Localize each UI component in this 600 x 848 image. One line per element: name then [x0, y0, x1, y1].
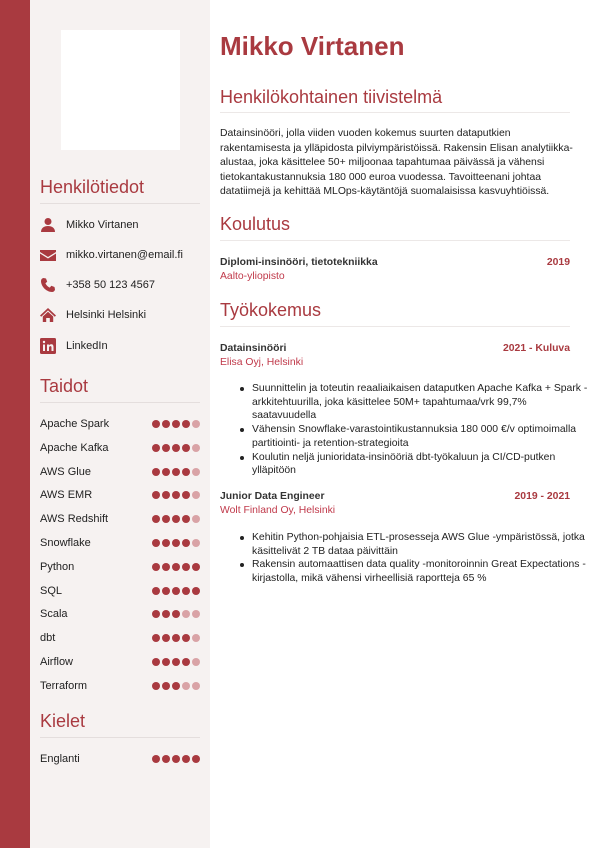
rating-dot-filled	[182, 658, 190, 666]
education-school: Aalto-yliopisto	[220, 271, 285, 282]
skill-name: Apache Kafka	[40, 441, 109, 454]
contact-text: mikko.virtanen@email.fi	[66, 249, 183, 261]
rating-dot-filled	[182, 491, 190, 499]
skill-name: Apache Spark	[40, 418, 110, 430]
rating-dot-empty	[192, 444, 200, 452]
rating-dot-filled	[152, 444, 160, 452]
divider	[220, 326, 570, 327]
rating-dot-filled	[162, 444, 170, 452]
accent-bar	[0, 0, 30, 848]
skill-row	[40, 465, 200, 479]
contact-name	[40, 215, 205, 235]
linkedin-icon	[40, 338, 56, 354]
skill-row	[40, 679, 200, 693]
skill-name: Scala	[40, 608, 68, 621]
skills-title: Taidot	[40, 376, 89, 396]
skill-row	[40, 536, 200, 550]
rating-dot-filled	[172, 491, 180, 499]
bullet-item: Suunnittelin ja toteutin reaaliaikaisen dataputken Apache Kafka + Spark -arkkitehtuurilla, joka käsittelee 50M+ tapahtumaa/vrk 99,7% saatavuudella	[240, 382, 590, 423]
skill-rating	[152, 539, 200, 547]
summary-title: Henkilökohtainen tiivistelmä	[220, 87, 443, 107]
rating-dot-filled	[192, 563, 200, 571]
rating-dot-filled	[172, 587, 180, 595]
bullet-item: Vähensin Snowflake-varastointikustannuksia 180 000 €/v optimoimalla partitiointi- ja retention-strategioita	[240, 423, 590, 450]
rating-dot-filled	[172, 515, 180, 523]
rating-dot-empty	[192, 658, 200, 666]
rating-dot-filled	[182, 755, 190, 763]
rating-dot-filled	[162, 420, 170, 428]
skill-rating	[152, 444, 200, 452]
contact-text: +358 50 123 4567	[66, 279, 156, 291]
skill-rating	[152, 420, 200, 428]
skill-rating	[152, 755, 200, 763]
rating-dot-filled	[182, 444, 190, 452]
contact-text: Mikko Virtanen	[66, 219, 139, 231]
bullet-item: Kehitin Python-pohjaisia ETL-prosesseja AWS Glue -ympäristössä, jotka käsittelivät 2 TB dataa päivittäin	[240, 531, 590, 558]
rating-dot-filled	[172, 658, 180, 666]
skill-row	[40, 607, 200, 621]
skill-row	[40, 417, 200, 431]
home-icon	[40, 307, 56, 323]
rating-dot-empty	[192, 515, 200, 523]
skill-name: AWS EMR	[40, 489, 93, 502]
skill-name: AWS Glue	[40, 465, 91, 478]
bullet-item: Rakensin automaattisen data quality -monitoroinnin Great Expectations -kirjastolla, mikä vähensi virheellisiä raportteja 65 %	[240, 558, 590, 585]
rating-dot-empty	[192, 468, 200, 476]
personal-info-title: Henkilötiedot	[40, 177, 145, 197]
rating-dot-filled	[172, 755, 180, 763]
rating-dot-empty	[192, 539, 200, 547]
summary-text: Datainsinööri, jolla viiden vuoden kokemus suurten dataputkien rakentamisesta ja ylläpidosta pilviympäristöissä. Rakensin Elisan analytiikka-alustaa, joka käsittelee 50+ miljoonaa tapahtumaa päivässä ja vähensi tietokantakustannuksia 180 000 euroa vuodessa. Tavoitteenani johtaa datatiimejä ja kehittää MLOps-käytäntöjä suomalaisissa kasvuyhtiöissä.	[220, 128, 573, 197]
skill-name: AWS Redshift	[40, 513, 109, 526]
rating-dot-filled	[182, 420, 190, 428]
skill-name: dbt	[40, 632, 56, 645]
contact-text: Helsinki Helsinki	[66, 309, 147, 321]
contact-email[interactable]	[40, 245, 205, 265]
skill-row	[40, 752, 200, 766]
rating-dot-filled	[172, 563, 180, 571]
job-bullets	[220, 531, 590, 586]
rating-dot-filled	[172, 610, 180, 618]
education-date: 2019	[546, 257, 570, 268]
user-icon	[40, 217, 56, 233]
skill-rating	[152, 634, 200, 642]
contact-linkedin[interactable]	[40, 336, 205, 356]
rating-dot-empty	[192, 610, 200, 618]
skill-row	[40, 441, 200, 455]
rating-dot-filled	[152, 420, 160, 428]
education-degree: Diplomi-insinööri, tietotekniikka	[220, 257, 378, 268]
rating-dot-filled	[182, 539, 190, 547]
rating-dot-filled	[152, 491, 160, 499]
skill-rating	[152, 610, 200, 618]
rating-dot-filled	[172, 468, 180, 476]
rating-dot-filled	[182, 563, 190, 571]
rating-dot-filled	[162, 658, 170, 666]
rating-dot-filled	[182, 587, 190, 595]
rating-dot-filled	[172, 634, 180, 642]
skill-row	[40, 631, 200, 645]
divider	[40, 402, 200, 403]
job-company: Elisa Oyj, Helsinki	[220, 357, 304, 368]
divider	[220, 112, 570, 113]
rating-dot-filled	[182, 634, 190, 642]
skill-rating	[152, 491, 200, 499]
skill-row	[40, 655, 200, 669]
envelope-icon	[40, 247, 56, 263]
rating-dot-filled	[162, 468, 170, 476]
rating-dot-filled	[182, 468, 190, 476]
rating-dot-empty	[182, 610, 190, 618]
skill-name: Airflow	[40, 656, 74, 668]
skill-rating	[152, 658, 200, 666]
skill-rating	[152, 563, 200, 571]
rating-dot-filled	[152, 515, 160, 523]
divider	[220, 240, 570, 241]
divider	[40, 737, 200, 738]
job-company: Wolt Finland Oy, Helsinki	[220, 505, 336, 516]
rating-dot-filled	[192, 587, 200, 595]
job-bullets	[220, 382, 590, 478]
bullet-item: Koulutin neljä junioridata-insinööriä dbt-työkaluun ja CI/CD-putken ylläpitöön	[240, 451, 590, 478]
rating-dot-filled	[152, 587, 160, 595]
rating-dot-filled	[192, 755, 200, 763]
rating-dot-filled	[152, 658, 160, 666]
skill-name: Englanti	[40, 753, 80, 765]
phone-icon	[40, 277, 56, 293]
rating-dot-filled	[162, 755, 170, 763]
job-role: Datainsinööri	[220, 343, 287, 354]
rating-dot-filled	[152, 755, 160, 763]
rating-dot-filled	[172, 682, 180, 690]
skill-row	[40, 560, 200, 574]
skill-row	[40, 512, 200, 526]
rating-dot-filled	[182, 515, 190, 523]
rating-dot-empty	[192, 682, 200, 690]
rating-dot-filled	[162, 563, 170, 571]
education-title: Koulutus	[220, 214, 291, 234]
rating-dot-filled	[152, 468, 160, 476]
job-role: Junior Data Engineer	[220, 491, 325, 502]
rating-dot-filled	[152, 634, 160, 642]
rating-dot-filled	[152, 682, 160, 690]
rating-dot-filled	[162, 682, 170, 690]
rating-dot-filled	[152, 563, 160, 571]
skill-name: SQL	[40, 584, 63, 597]
skill-row	[40, 584, 200, 598]
rating-dot-filled	[172, 539, 180, 547]
contact-location	[40, 305, 205, 325]
contact-phone[interactable]	[40, 275, 205, 295]
rating-dot-filled	[162, 539, 170, 547]
rating-dot-filled	[152, 539, 160, 547]
candidate-name: Mikko Virtanen	[220, 31, 405, 61]
rating-dot-filled	[162, 491, 170, 499]
rating-dot-filled	[172, 444, 180, 452]
rating-dot-filled	[162, 610, 170, 618]
rating-dot-filled	[162, 634, 170, 642]
divider	[40, 203, 200, 204]
skill-name: Python	[40, 560, 75, 573]
skill-rating	[152, 587, 200, 595]
rating-dot-empty	[192, 634, 200, 642]
contact-text: LinkedIn	[66, 340, 108, 352]
rating-dot-filled	[162, 587, 170, 595]
skill-rating	[152, 468, 200, 476]
rating-dot-filled	[162, 515, 170, 523]
experience-title: Työkokemus	[220, 300, 322, 320]
profile-photo-placeholder	[61, 30, 180, 150]
skill-name: Snowflake	[40, 537, 91, 549]
sidebar	[30, 0, 210, 848]
skill-rating	[152, 515, 200, 523]
rating-dot-empty	[192, 420, 200, 428]
rating-dot-empty	[192, 491, 200, 499]
rating-dot-empty	[182, 682, 190, 690]
skill-name: Terraform	[40, 679, 88, 692]
skill-rating	[152, 682, 200, 690]
rating-dot-filled	[172, 420, 180, 428]
skill-row	[40, 488, 200, 502]
job-date: 2019 - 2021	[514, 491, 570, 502]
rating-dot-filled	[152, 610, 160, 618]
languages-title: Kielet	[40, 711, 86, 731]
job-date: 2021 - Kuluva	[503, 343, 570, 354]
